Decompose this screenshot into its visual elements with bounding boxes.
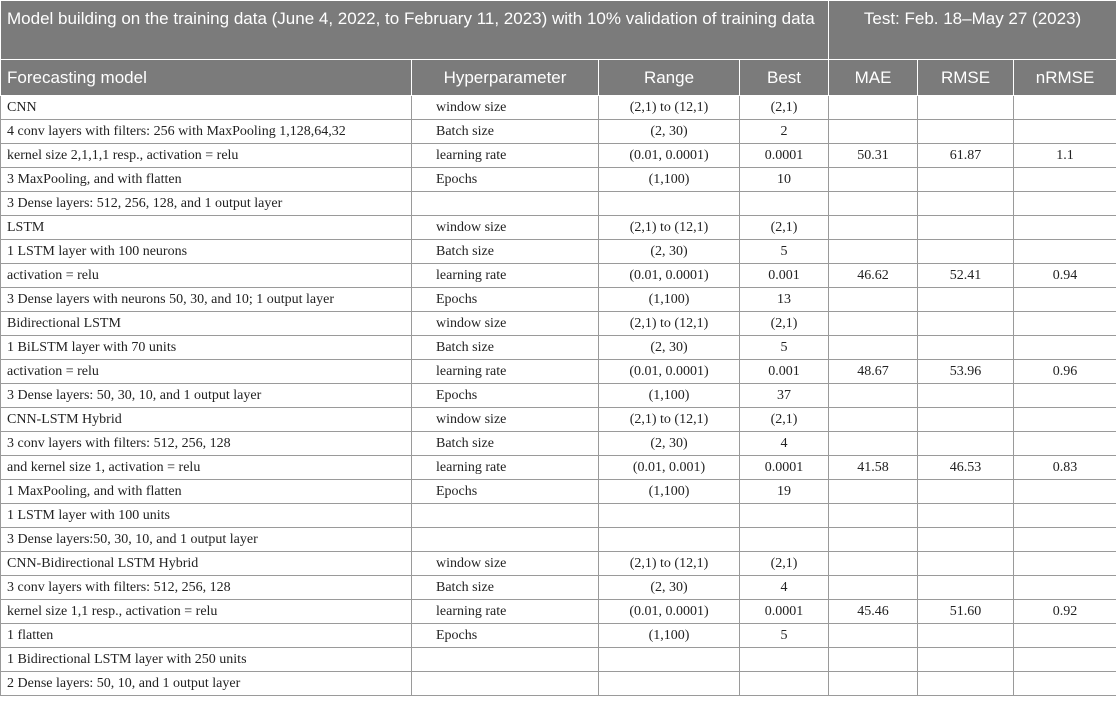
cell-hyperparameter: Epochs [412, 384, 599, 408]
table-row [1, 312, 1116, 336]
cell-range: (1,100) [599, 480, 740, 504]
table-row [1, 576, 1116, 600]
cell-mae [829, 288, 918, 312]
table-row [1, 552, 1116, 576]
cell-model: 3 MaxPooling, and with flatten [1, 168, 412, 192]
cell-model: CNN [1, 96, 412, 120]
cell-hyperparameter [412, 648, 599, 672]
cell-nrmse: 0.92 [1014, 600, 1116, 624]
cell-hyperparameter: Batch size [412, 336, 599, 360]
cell-hyperparameter [412, 192, 599, 216]
cell-hyperparameter: window size [412, 216, 599, 240]
cell-mae: 48.67 [829, 360, 918, 384]
cell-model: and kernel size 1, activation = relu [1, 456, 412, 480]
cell-nrmse [1014, 480, 1116, 504]
cell-model: kernel size 2,1,1,1 resp., activation = relu [1, 144, 412, 168]
cell-hyperparameter: Epochs [412, 624, 599, 648]
table-row [1, 288, 1116, 312]
cell-nrmse [1014, 576, 1116, 600]
cell-best: (2,1) [740, 96, 829, 120]
header-group-row [1, 1, 1116, 60]
cell-best: 0.0001 [740, 456, 829, 480]
cell-mae [829, 576, 918, 600]
cell-rmse [918, 648, 1014, 672]
cell-rmse [918, 576, 1014, 600]
cell-range: (2, 30) [599, 120, 740, 144]
table-row [1, 648, 1116, 672]
cell-range: (1,100) [599, 288, 740, 312]
cell-model: 1 Bidirectional LSTM layer with 250 units [1, 648, 412, 672]
table-row [1, 408, 1116, 432]
cell-range [599, 648, 740, 672]
cell-model: 1 BiLSTM layer with 70 units [1, 336, 412, 360]
table-header [1, 1, 1116, 96]
cell-best: 5 [740, 624, 829, 648]
cell-rmse [918, 408, 1014, 432]
cell-best: 2 [740, 120, 829, 144]
cell-hyperparameter: window size [412, 408, 599, 432]
table-row [1, 240, 1116, 264]
cell-hyperparameter [412, 672, 599, 696]
cell-best [740, 672, 829, 696]
cell-hyperparameter: Batch size [412, 240, 599, 264]
cell-rmse [918, 432, 1014, 456]
cell-range [599, 192, 740, 216]
cell-nrmse [1014, 192, 1116, 216]
table-row [1, 624, 1116, 648]
cell-model: 1 LSTM layer with 100 units [1, 504, 412, 528]
cell-best [740, 648, 829, 672]
cell-mae [829, 480, 918, 504]
cell-hyperparameter: Epochs [412, 168, 599, 192]
cell-mae [829, 384, 918, 408]
table-row [1, 336, 1116, 360]
cell-range: (0.01, 0.0001) [599, 144, 740, 168]
cell-rmse [918, 312, 1014, 336]
cell-mae [829, 432, 918, 456]
cell-hyperparameter [412, 528, 599, 552]
cell-rmse: 61.87 [918, 144, 1014, 168]
cell-mae: 45.46 [829, 600, 918, 624]
cell-rmse: 53.96 [918, 360, 1014, 384]
cell-model: CNN-Bidirectional LSTM Hybrid [1, 552, 412, 576]
cell-range: (2,1) to (12,1) [599, 312, 740, 336]
table-row [1, 360, 1116, 384]
cell-mae [829, 552, 918, 576]
table-row [1, 168, 1116, 192]
cell-hyperparameter: learning rate [412, 360, 599, 384]
column-header-row [1, 60, 1116, 96]
cell-rmse [918, 480, 1014, 504]
cell-range: (1,100) [599, 624, 740, 648]
cell-range: (0.01, 0.0001) [599, 360, 740, 384]
cell-model: 3 Dense layers: 50, 30, 10, and 1 output layer [1, 384, 412, 408]
table-row [1, 120, 1116, 144]
cell-mae: 50.31 [829, 144, 918, 168]
cell-range [599, 504, 740, 528]
cell-nrmse [1014, 648, 1116, 672]
cell-nrmse: 0.94 [1014, 264, 1116, 288]
cell-nrmse [1014, 240, 1116, 264]
cell-mae [829, 216, 918, 240]
cell-nrmse [1014, 96, 1116, 120]
cell-range: (2, 30) [599, 576, 740, 600]
cell-best: 0.0001 [740, 144, 829, 168]
cell-hyperparameter: learning rate [412, 144, 599, 168]
cell-hyperparameter: learning rate [412, 600, 599, 624]
cell-mae [829, 96, 918, 120]
cell-nrmse [1014, 624, 1116, 648]
cell-rmse [918, 504, 1014, 528]
cell-rmse [918, 120, 1014, 144]
cell-rmse: 52.41 [918, 264, 1014, 288]
cell-best: (2,1) [740, 216, 829, 240]
cell-mae [829, 120, 918, 144]
cell-model: 3 Dense layers with neurons 50, 30, and 10; 1 output layer [1, 288, 412, 312]
table-row [1, 600, 1116, 624]
cell-model: 1 LSTM layer with 100 neurons [1, 240, 412, 264]
table-row [1, 528, 1116, 552]
cell-mae [829, 624, 918, 648]
table-row [1, 480, 1116, 504]
cell-nrmse [1014, 552, 1116, 576]
cell-best: 37 [740, 384, 829, 408]
cell-mae [829, 672, 918, 696]
table-row [1, 384, 1116, 408]
cell-best: 5 [740, 240, 829, 264]
cell-model: 3 conv layers with filters: 512, 256, 128 [1, 432, 412, 456]
cell-nrmse: 1.1 [1014, 144, 1116, 168]
table-row [1, 264, 1116, 288]
cell-model: activation = relu [1, 360, 412, 384]
cell-nrmse [1014, 528, 1116, 552]
cell-rmse [918, 624, 1014, 648]
cell-best: 0.001 [740, 264, 829, 288]
cell-range: (0.01, 0.001) [599, 456, 740, 480]
cell-hyperparameter: window size [412, 96, 599, 120]
cell-best [740, 504, 829, 528]
table-row [1, 672, 1116, 696]
cell-best: 0.001 [740, 360, 829, 384]
cell-best: 4 [740, 576, 829, 600]
cell-range: (2, 30) [599, 432, 740, 456]
table-row [1, 192, 1116, 216]
col-header-forecasting-model: Forecasting model [1, 60, 412, 96]
cell-mae [829, 528, 918, 552]
cell-model: Bidirectional LSTM [1, 312, 412, 336]
cell-range: (2,1) to (12,1) [599, 408, 740, 432]
cell-best [740, 192, 829, 216]
cell-best: 4 [740, 432, 829, 456]
cell-rmse [918, 288, 1014, 312]
cell-rmse [918, 384, 1014, 408]
training-header: Model building on the training data (June 4, 2022, to February 11, 2023) with 10% validation of training data [1, 1, 829, 60]
cell-nrmse [1014, 504, 1116, 528]
cell-model: kernel size 1,1 resp., activation = relu [1, 600, 412, 624]
cell-model: 1 flatten [1, 624, 412, 648]
cell-mae: 46.62 [829, 264, 918, 288]
cell-model: 3 Dense layers: 512, 256, 128, and 1 output layer [1, 192, 412, 216]
table-row [1, 144, 1116, 168]
cell-nrmse [1014, 120, 1116, 144]
cell-model: CNN-LSTM Hybrid [1, 408, 412, 432]
col-header-hyperparameter: Hyperparameter [412, 60, 599, 96]
col-header-rmse: RMSE [918, 60, 1014, 96]
cell-nrmse [1014, 384, 1116, 408]
table-row [1, 432, 1116, 456]
cell-mae [829, 240, 918, 264]
cell-mae [829, 168, 918, 192]
cell-range: (0.01, 0.0001) [599, 600, 740, 624]
table-body [1, 96, 1116, 696]
cell-range [599, 672, 740, 696]
cell-hyperparameter: window size [412, 552, 599, 576]
cell-nrmse [1014, 216, 1116, 240]
test-header: Test: Feb. 18–May 27 (2023) [829, 1, 1116, 60]
table-row [1, 456, 1116, 480]
cell-best: (2,1) [740, 552, 829, 576]
cell-model: 4 conv layers with filters: 256 with MaxPooling 1,128,64,32 [1, 120, 412, 144]
cell-mae [829, 192, 918, 216]
table-row [1, 216, 1116, 240]
cell-range: (0.01, 0.0001) [599, 264, 740, 288]
cell-range: (2, 30) [599, 240, 740, 264]
cell-best: 13 [740, 288, 829, 312]
table-row [1, 96, 1116, 120]
cell-rmse: 46.53 [918, 456, 1014, 480]
cell-rmse: 51.60 [918, 600, 1014, 624]
cell-best: 10 [740, 168, 829, 192]
cell-range [599, 528, 740, 552]
cell-mae [829, 648, 918, 672]
cell-hyperparameter: Epochs [412, 480, 599, 504]
col-header-nrmse: nRMSE [1014, 60, 1116, 96]
cell-rmse [918, 552, 1014, 576]
cell-nrmse: 0.83 [1014, 456, 1116, 480]
cell-rmse [918, 216, 1014, 240]
col-header-mae: MAE [829, 60, 918, 96]
cell-nrmse [1014, 408, 1116, 432]
cell-mae [829, 312, 918, 336]
cell-rmse [918, 168, 1014, 192]
cell-mae: 41.58 [829, 456, 918, 480]
cell-hyperparameter: learning rate [412, 264, 599, 288]
cell-hyperparameter: learning rate [412, 456, 599, 480]
cell-nrmse [1014, 288, 1116, 312]
cell-best: (2,1) [740, 408, 829, 432]
cell-rmse [918, 336, 1014, 360]
cell-rmse [918, 96, 1014, 120]
cell-best [740, 528, 829, 552]
cell-hyperparameter [412, 504, 599, 528]
cell-rmse [918, 528, 1014, 552]
cell-nrmse [1014, 432, 1116, 456]
cell-mae [829, 504, 918, 528]
cell-range: (2, 30) [599, 336, 740, 360]
cell-range: (2,1) to (12,1) [599, 216, 740, 240]
cell-model: 3 conv layers with filters: 512, 256, 128 [1, 576, 412, 600]
cell-hyperparameter: Batch size [412, 120, 599, 144]
cell-rmse [918, 672, 1014, 696]
col-header-best: Best [740, 60, 829, 96]
cell-best: (2,1) [740, 312, 829, 336]
cell-nrmse [1014, 672, 1116, 696]
table-row [1, 504, 1116, 528]
cell-range: (2,1) to (12,1) [599, 96, 740, 120]
cell-rmse [918, 240, 1014, 264]
cell-hyperparameter: window size [412, 312, 599, 336]
cell-nrmse [1014, 336, 1116, 360]
cell-best: 19 [740, 480, 829, 504]
cell-model: 2 Dense layers: 50, 10, and 1 output layer [1, 672, 412, 696]
cell-hyperparameter: Batch size [412, 432, 599, 456]
cell-mae [829, 408, 918, 432]
cell-model: LSTM [1, 216, 412, 240]
cell-mae [829, 336, 918, 360]
cell-model: activation = relu [1, 264, 412, 288]
cell-nrmse [1014, 312, 1116, 336]
cell-nrmse [1014, 168, 1116, 192]
cell-best: 5 [740, 336, 829, 360]
cell-model: 3 Dense layers:50, 30, 10, and 1 output layer [1, 528, 412, 552]
col-header-range: Range [599, 60, 740, 96]
cell-model: 1 MaxPooling, and with flatten [1, 480, 412, 504]
cell-range: (2,1) to (12,1) [599, 552, 740, 576]
cell-best: 0.0001 [740, 600, 829, 624]
cell-range: (1,100) [599, 168, 740, 192]
cell-rmse [918, 192, 1014, 216]
cell-hyperparameter: Batch size [412, 576, 599, 600]
cell-nrmse: 0.96 [1014, 360, 1116, 384]
cell-range: (1,100) [599, 384, 740, 408]
cell-hyperparameter: Epochs [412, 288, 599, 312]
